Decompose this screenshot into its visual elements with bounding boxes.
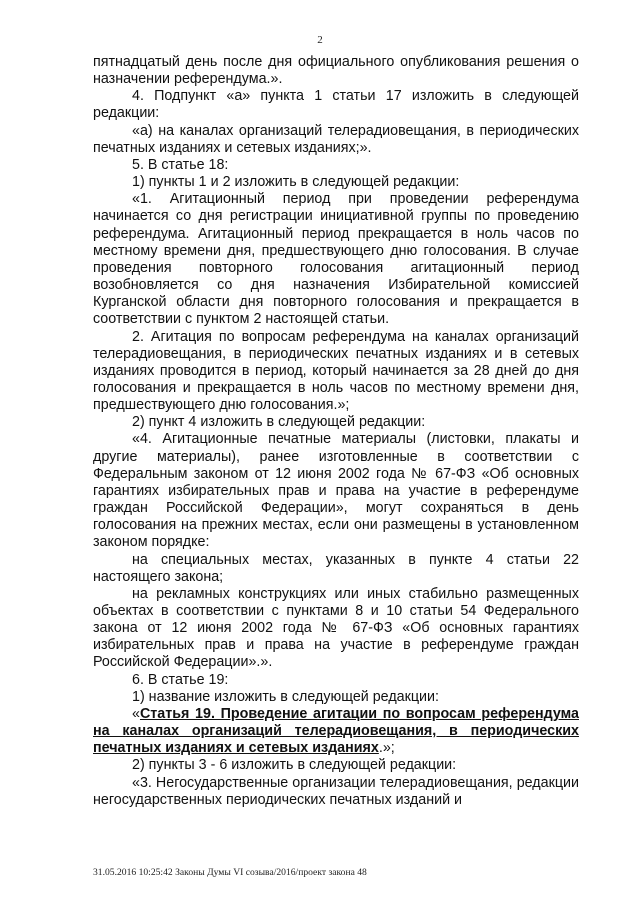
paragraph: «1. Агитационный период при проведении референдума начинается со дня регистрации инициативной группы по проведению референдума. Агитационный период прекращается в ноль часов по местному времени дня, предшествующего дню голосования. В случае проведения повторного голосования агитационный период возобновляется со дня назначения Избирательной комиссией Курганской области дня повторного голосования и прекращается в соответствии с пунктом 2 настоящей статьи. xyxy=(93,191,579,328)
paragraph: на рекламных конструкциях или иных стабильно размещенных объектах в соответствии с пунктами 8 и 10 статьи 54 Федерального закона от 12 июня 2002 года № 67-ФЗ «Об основных гарантиях избирательных прав и права на участие в референдуме граждан Российской Федерации».». xyxy=(93,585,579,671)
paragraph: 6. В статье 19: xyxy=(132,671,229,688)
article-heading-text: Статья 19. Проведение агитации по вопросам референдума на каналах организаций телерадиовещания, в периодических печатных изданиях и сетевых изданиях xyxy=(93,705,579,757)
paragraph: «4. Агитационные печатные материалы (листовки, плакаты и другие материалы), ранее изготовленные в соответствии с Федеральным законом от 12 июня 2002 года № 67-ФЗ «Об основных гарантиях избирательных прав и права на участие в референдуме граждан Российской Федерации», могут сохраняться в день голосования на прежних местах, если они размещены в установленном законом порядке: xyxy=(93,431,579,551)
paragraph: 1) пункты 1 и 2 изложить в следующей редакции: xyxy=(132,174,460,191)
article-heading-paragraph xyxy=(93,706,579,757)
paragraph: «а) на каналах организаций телерадиовещания, в периодических печатных изданиях и сетевых изданиях;». xyxy=(93,122,579,156)
paragraph: 2) пункт 4 изложить в следующей редакции: xyxy=(132,414,426,431)
document-body xyxy=(93,54,579,809)
paragraph: 1) название изложить в следующей редакции: xyxy=(132,688,439,705)
heading-open-quote: « xyxy=(132,705,140,722)
paragraph: на специальных местах, указанных в пункте 4 статьи 22 настоящего закона; xyxy=(93,551,579,585)
paragraph: 4. Подпункт «а» пункта 1 статьи 17 изложить в следующей редакции: xyxy=(93,88,579,122)
page-number: 2 xyxy=(317,34,323,46)
paragraph: «3. Негосударственные организации телерадиовещания, редакции негосударственных периодических печатных изданий и xyxy=(93,774,579,808)
heading-close-punct: .»; xyxy=(378,740,395,757)
paragraph: 5. В статье 18: xyxy=(132,156,229,173)
paragraph: пятнадцатый день после дня официального опубликования решения о назначении референдума.». xyxy=(93,54,579,88)
document-footer: 31.05.2016 10:25:42 Законы Думы VI созыва/2016/проект закона 48 xyxy=(93,867,367,878)
paragraph: 2. Агитация по вопросам референдума на каналах организаций телерадиовещания, в периодических печатных изданиях и в сетевых изданиях проводится в период, который начинается за 28 дней до дня голосования и прекращается в ноль часов по местному времени дня, предшествующего дню голосования.»; xyxy=(93,328,579,414)
paragraph: 2) пункты 3 - 6 изложить в следующей редакции: xyxy=(132,757,457,774)
